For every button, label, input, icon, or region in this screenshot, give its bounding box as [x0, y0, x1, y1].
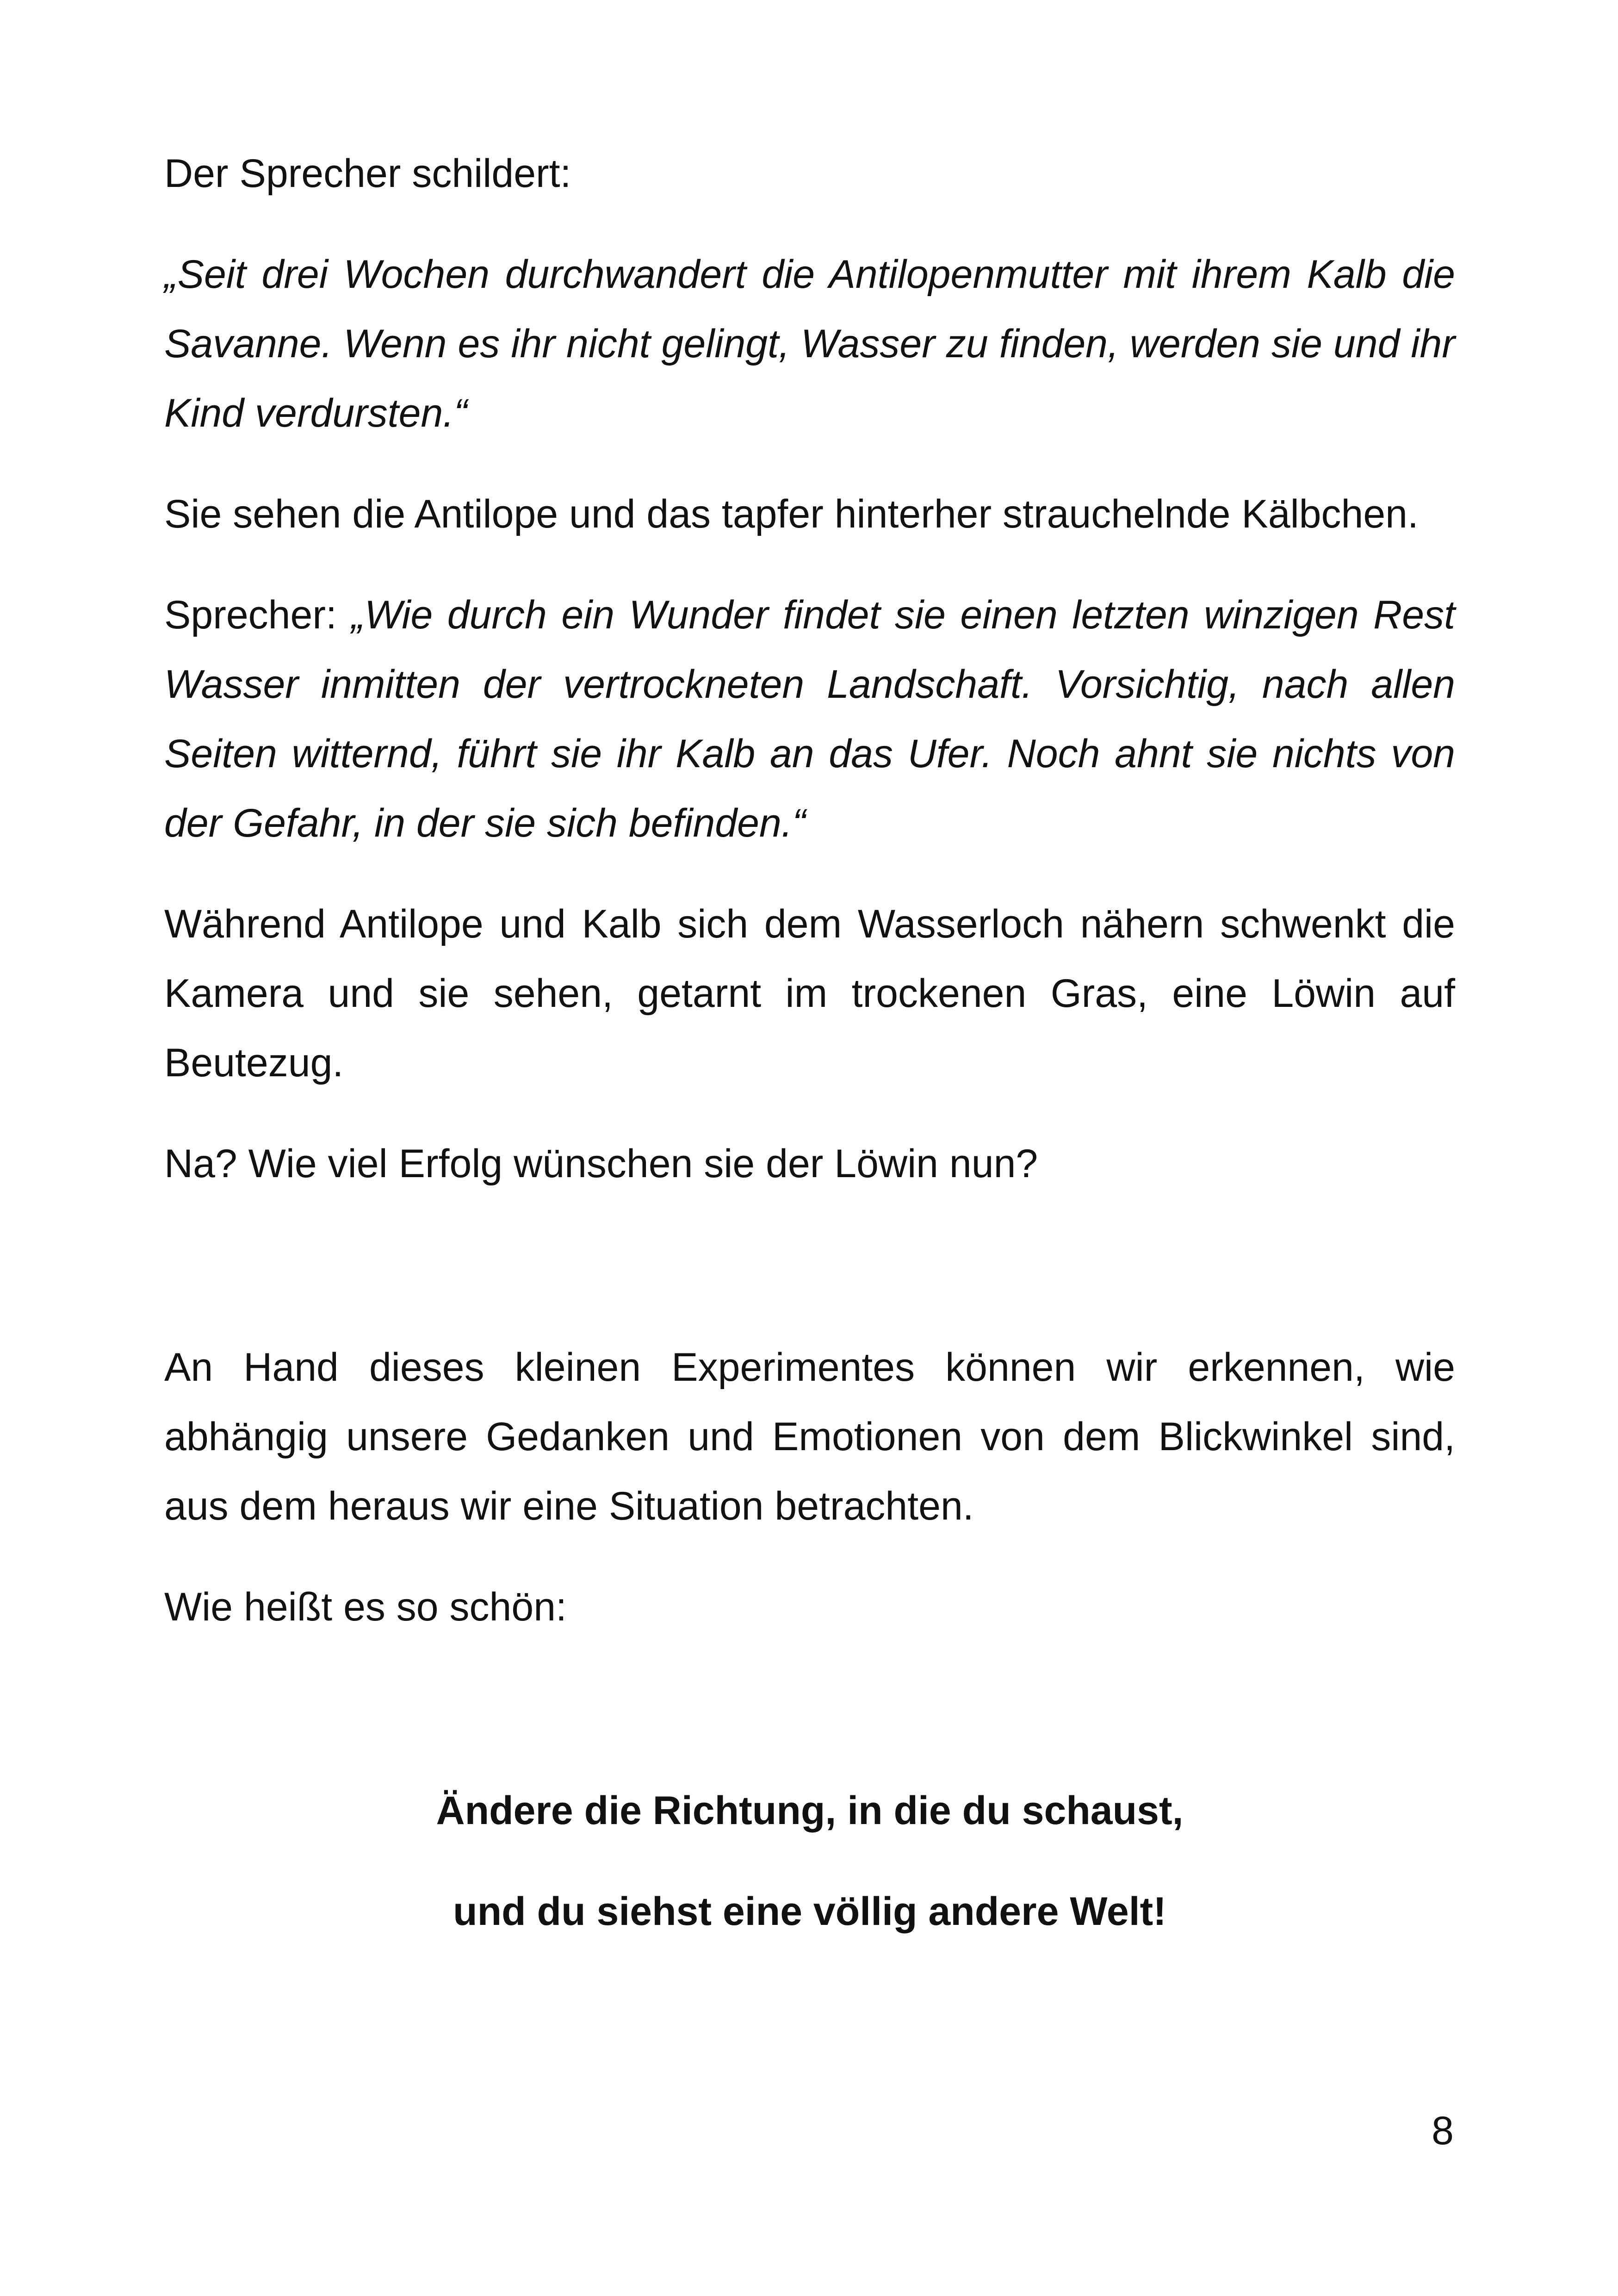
narrator-quote-text: „Wie durch ein Wunder findet sie einen letzten winzigen Rest Wasser inmitten der vertrockneten Landschaft. Vorsichtig, nach allen Seiten witternd, führt sie ihr Kalb an das Ufer. Noch ahnt sie nichts von der Gefahr, in der sie sich befinden.“: [164, 593, 1455, 845]
paragraph-intro: Der Sprecher schildert:: [164, 151, 571, 196]
paragraph-scene-1: Sie sehen die Antilope und das tapfer hinterher strauchelnde Kälbchen.: [164, 492, 1419, 536]
paragraph-narrator-quote-1: „Seit drei Wochen durchwandert die Antilopenmutter mit ihrem Kalb die Savanne. Wenn es ihr nicht gelingt, Wasser zu finden, werden sie und ihr Kind verdursten.“: [164, 252, 1455, 435]
paragraph-scene-2: Während Antilope und Kalb sich dem Wasserloch nähern schwenkt die Kamera und sie sehen, getarnt im trockenen Gras, eine Löwin auf Beutezug.: [164, 902, 1455, 1085]
paragraph-narrator-quote-2: [164, 580, 1455, 858]
quote-line-2: und du siehst eine völlig andere Welt!: [453, 1889, 1166, 1934]
paragraph-conclusion: An Hand dieses kleinen Experimentes können wir erkennen, wie abhängig unsere Gedanken und Emotionen von dem Blickwinkel sind, aus dem heraus wir eine Situation betrachten.: [164, 1345, 1455, 1528]
page-number: 8: [1432, 2109, 1454, 2153]
document-page: [164, 139, 1455, 1946]
paragraph-saying-intro: Wie heißt es so schön:: [164, 1585, 567, 1629]
speaker-label: Sprecher:: [164, 593, 352, 637]
paragraph-question: Na? Wie viel Erfolg wünschen sie der Löwin nun?: [164, 1142, 1038, 1186]
quote-line-1: Ändere die Richtung, in die du schaust,: [436, 1788, 1184, 1833]
